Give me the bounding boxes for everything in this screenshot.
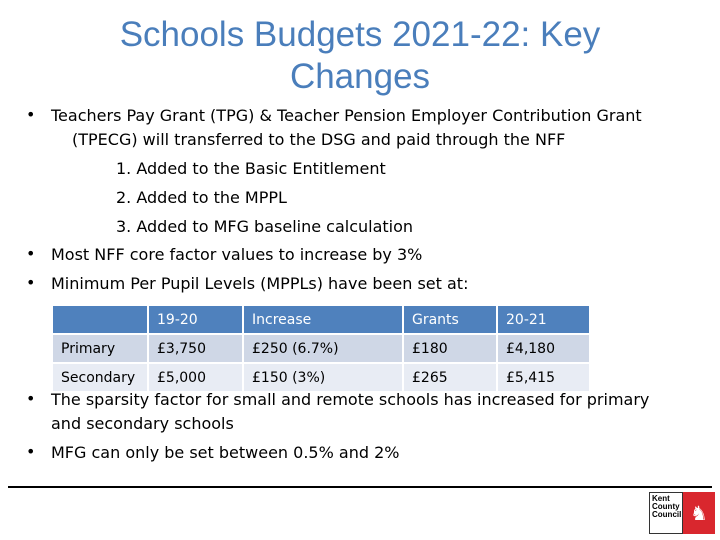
bullet-marker: • [26, 273, 36, 292]
slide-title: Schools Budgets 2021-22: Key Changes [119, 15, 601, 96]
sub-item: 1. Added to the Basic Entitlement [116, 159, 386, 178]
sub-item: 3. Added to MFG baseline calculation [116, 217, 414, 236]
cell: £4,180 [496, 335, 589, 362]
kent-county-council-logo [649, 492, 715, 534]
horse-icon: ♞ [683, 492, 715, 534]
cell: £3,750 [147, 335, 242, 362]
header-cell [53, 306, 147, 333]
header-cell: 19-20 [147, 306, 242, 333]
cell: £180 [402, 335, 496, 362]
bullet-marker: • [26, 442, 36, 461]
table-row [53, 335, 589, 362]
bullet-text: and secondary schools [51, 414, 234, 433]
bullet-text: Minimum Per Pupil Levels (MPPLs) have been set at: [51, 274, 469, 293]
cell: Primary [53, 335, 147, 362]
logo-wordmark: Kent County Council [649, 492, 683, 534]
cell: £250 (6.7%) [242, 335, 402, 362]
mppl-table [53, 304, 589, 393]
table-row [53, 364, 589, 391]
bullet-text: Most NFF core factor values to increase by 3% [51, 245, 423, 264]
bullet-text: (TPECG) will transferred to the DSG and paid through the NFF [72, 130, 566, 149]
cell: Secondary [53, 364, 147, 391]
sub-item: 2. Added to the MPPL [116, 188, 287, 207]
header-cell: Grants [402, 306, 496, 333]
bullet-text: The sparsity factor for small and remote schools has increased for primary [51, 390, 650, 409]
cell: £5,415 [496, 364, 589, 391]
bullet-text: MFG can only be set between 0.5% and 2% [51, 443, 400, 462]
bullet-marker: • [26, 244, 36, 263]
bullet-marker: • [26, 389, 36, 408]
cell: £265 [402, 364, 496, 391]
bullet-text: Teachers Pay Grant (TPG) & Teacher Pension Employer Contribution Grant [51, 106, 642, 125]
cell: £150 (3%) [242, 364, 402, 391]
header-cell: 20-21 [496, 306, 589, 333]
footer-rule [8, 486, 712, 488]
header-cell: Increase [242, 306, 402, 333]
cell: £5,000 [147, 364, 242, 391]
table-header-row [53, 306, 589, 333]
bullet-marker: • [26, 105, 36, 124]
